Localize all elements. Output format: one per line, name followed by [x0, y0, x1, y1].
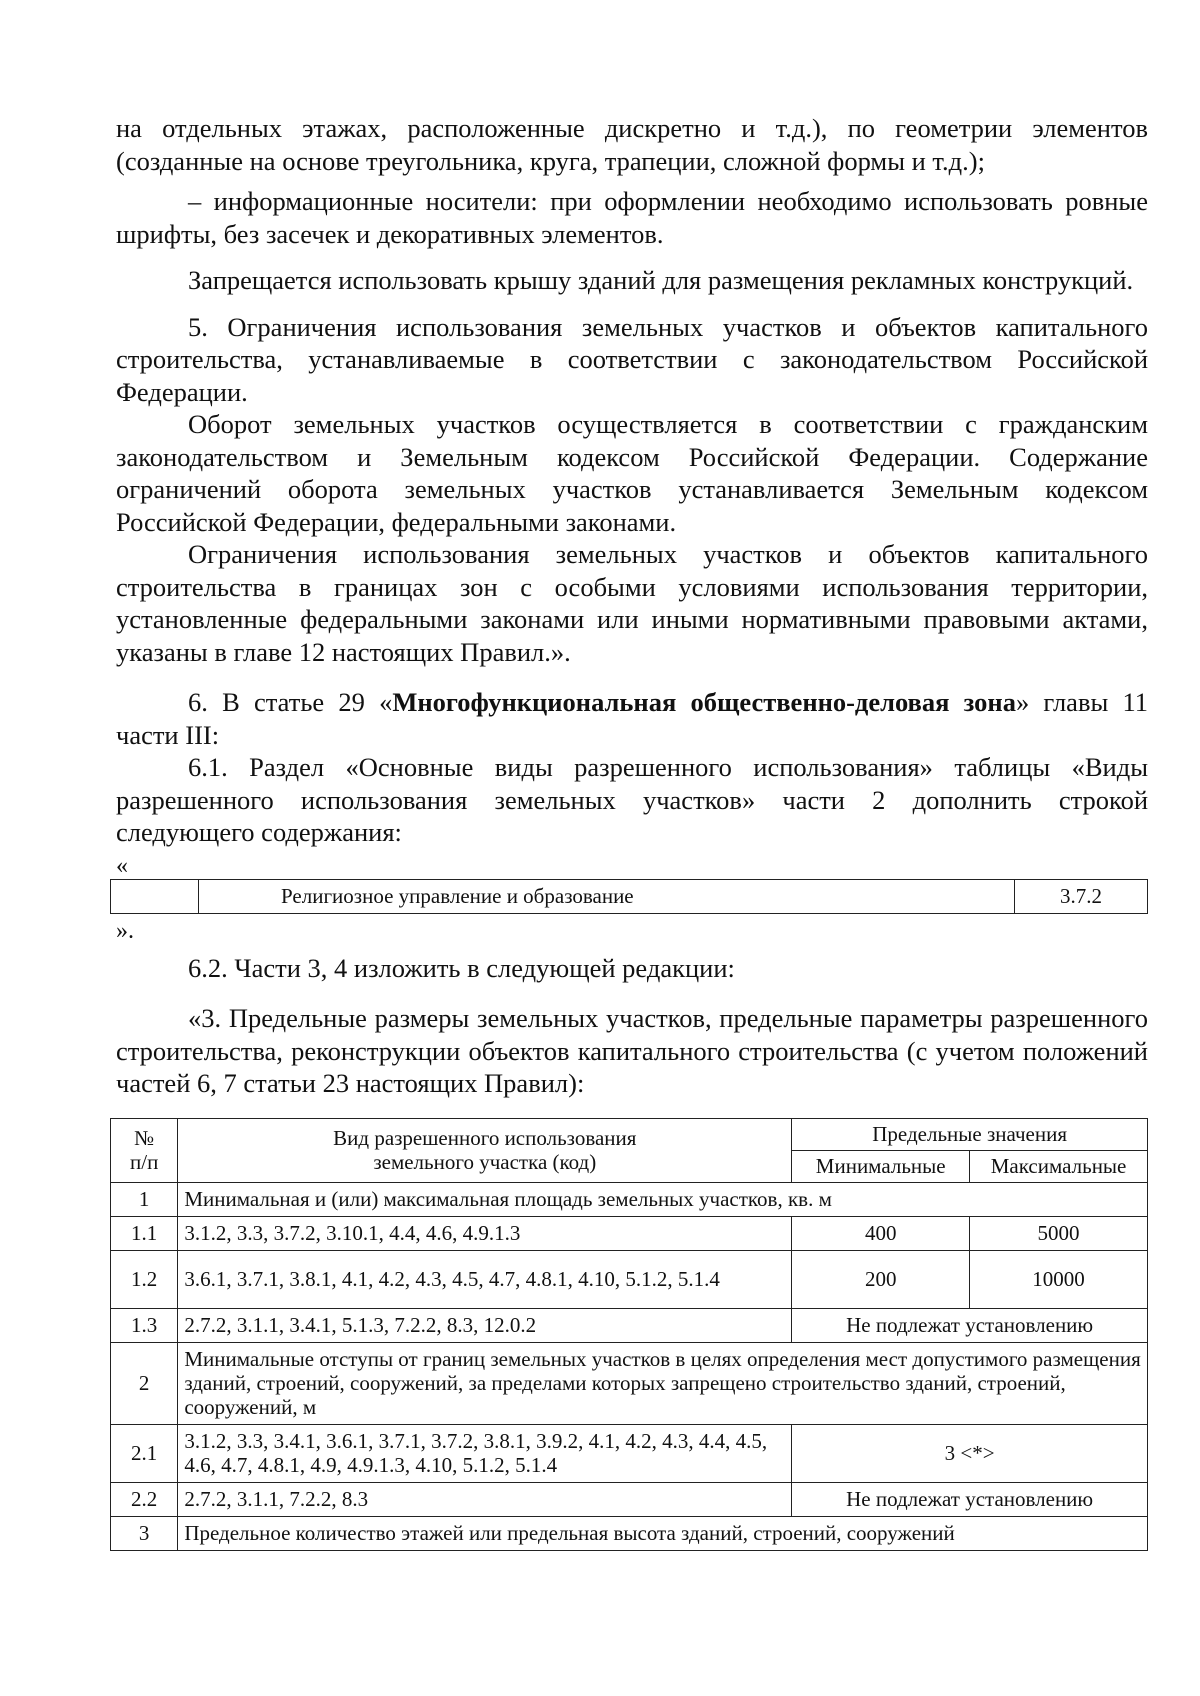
- paragraph-7: [116, 686, 1148, 751]
- row-value: Не подлежат установлению: [792, 1482, 1148, 1516]
- table-row: [111, 1250, 1148, 1308]
- paragraph-9: 6.2. Части 3, 4 изложить в следующей редакции:: [188, 952, 735, 983]
- insert-row-empty-cell: [111, 879, 199, 913]
- row-num: 2: [111, 1342, 178, 1424]
- row-kind: 2.7.2, 3.1.1, 3.4.1, 5.1.3, 7.2.2, 8.3, 12.0.2: [178, 1308, 792, 1342]
- paragraph-7-suffix: » главы 11 части III:: [116, 687, 1148, 750]
- row-num: 1: [111, 1182, 178, 1216]
- paragraph-1: на отдельных этажах, расположенные дискретно и т.д.), по геометрии элементов (созданные на основе треугольника, круга, трапеции, сложной формы и т.д.);: [116, 113, 1148, 176]
- row-min: 400: [792, 1216, 970, 1250]
- row-section-title: Минимальная и (или) максимальная площадь земельных участков, кв. м: [178, 1182, 1148, 1216]
- table-row: [111, 1182, 1148, 1216]
- row-section-title: Предельное количество этажей или предельная высота зданий, строений, сооружений: [178, 1516, 1148, 1550]
- insert-row-table: [110, 879, 1148, 914]
- document-body: [116, 112, 1148, 1551]
- header-kind: Вид разрешенного использования земельного участка (код): [178, 1118, 792, 1182]
- header-num: № п/п: [111, 1118, 178, 1182]
- table-row: [111, 1308, 1148, 1342]
- row-value: 3 <*>: [792, 1424, 1148, 1482]
- table-row: [111, 1516, 1148, 1550]
- row-max: 10000: [970, 1250, 1148, 1308]
- paragraph-10: «3. Предельные размеры земельных участков, предельные параметры разрешенного строительства, реконструкции объектов капитального строительства (с учетом положений частей 6, 7 статьи 23 настоящих Правил):: [116, 1003, 1148, 1098]
- row-num: 3: [111, 1516, 178, 1550]
- table-row: [111, 1424, 1148, 1482]
- paragraph-8: 6.1. Раздел «Основные виды разрешенного использования» таблицы «Виды разрешенного использования земельных участков» части 2 дополнить строкой следующего содержания:: [116, 752, 1148, 847]
- row-kind: 3.6.1, 3.7.1, 3.8.1, 4.1, 4.2, 4.3, 4.5, 4.7, 4.8.1, 4.10, 5.1.2, 5.1.4: [178, 1250, 792, 1308]
- row-num: 1.3: [111, 1308, 178, 1342]
- row-num: 1.1: [111, 1216, 178, 1250]
- quote-close: ».: [116, 917, 134, 944]
- row-section-title: Минимальные отступы от границ земельных участков в целях определения мест допустимого размещения зданий, строений, сооружений, за пределами которых запрещено строительство зданий, строений, сооружений, м: [178, 1342, 1148, 1424]
- paragraph-6: Ограничения использования земельных участков и объектов капитального строительства в границах зон с особыми условиями использования территории, установленные федеральными законами или иными нормативными правовыми актами, указаны в главе 12 настоящих Правил.».: [116, 539, 1148, 667]
- row-min: 200: [792, 1250, 970, 1308]
- quote-open: «: [116, 852, 128, 879]
- header-limits: Предельные значения: [792, 1118, 1148, 1150]
- insert-row-code: 3.7.2: [1015, 879, 1148, 913]
- row-num: 2.1: [111, 1424, 178, 1482]
- table-row: [111, 1342, 1148, 1424]
- paragraph-5: Оборот земельных участков осуществляется в соответствии с гражданским законодательством и Земельным кодексом Российской Федерации. Содержание ограничений оборота земельных участков устанавливается Земельным кодексом Российской Федерации, федеральными законами.: [116, 409, 1148, 537]
- header-min: Минимальные: [792, 1150, 970, 1182]
- row-kind: 3.1.2, 3.3, 3.7.2, 3.10.1, 4.4, 4.6, 4.9.1.3: [178, 1216, 792, 1250]
- table-row: [111, 879, 1148, 913]
- limits-table: [110, 1118, 1148, 1551]
- paragraph-4: 5. Ограничения использования земельных участков и объектов капитального строительства, устанавливаемые в соответствии с законодательством Российской Федерации.: [116, 311, 1148, 407]
- table-header-row: [111, 1118, 1148, 1150]
- row-kind: 2.7.2, 3.1.1, 7.2.2, 8.3: [178, 1482, 792, 1516]
- paragraph-7-bold: Многофункциональная общественно-деловая зона: [392, 687, 1016, 717]
- row-value: Не подлежат установлению: [792, 1308, 1148, 1342]
- paragraph-7-prefix: 6. В статье 29 «: [188, 687, 393, 717]
- table-row: [111, 1482, 1148, 1516]
- row-num: 1.2: [111, 1250, 178, 1308]
- paragraph-3: Запрещается использовать крышу зданий для размещения рекламных конструкций.: [188, 265, 1134, 295]
- table-row: [111, 1216, 1148, 1250]
- row-max: 5000: [970, 1216, 1148, 1250]
- row-num: 2.2: [111, 1482, 178, 1516]
- row-kind: 3.1.2, 3.3, 3.4.1, 3.6.1, 3.7.1, 3.7.2, 3.8.1, 3.9.2, 4.1, 4.2, 4.3, 4.4, 4.5, 4.6, 4.7, 4.8.1, 4.9, 4.9.1.3, 4.10, 5.1.2, 5.1.4: [178, 1424, 792, 1482]
- header-max: Максимальные: [970, 1150, 1148, 1182]
- paragraph-2: – информационные носители: при оформлении необходимо использовать ровные шрифты, без засечек и декоративных элементов.: [116, 186, 1148, 249]
- insert-row-name: Религиозное управление и образование: [199, 879, 1015, 913]
